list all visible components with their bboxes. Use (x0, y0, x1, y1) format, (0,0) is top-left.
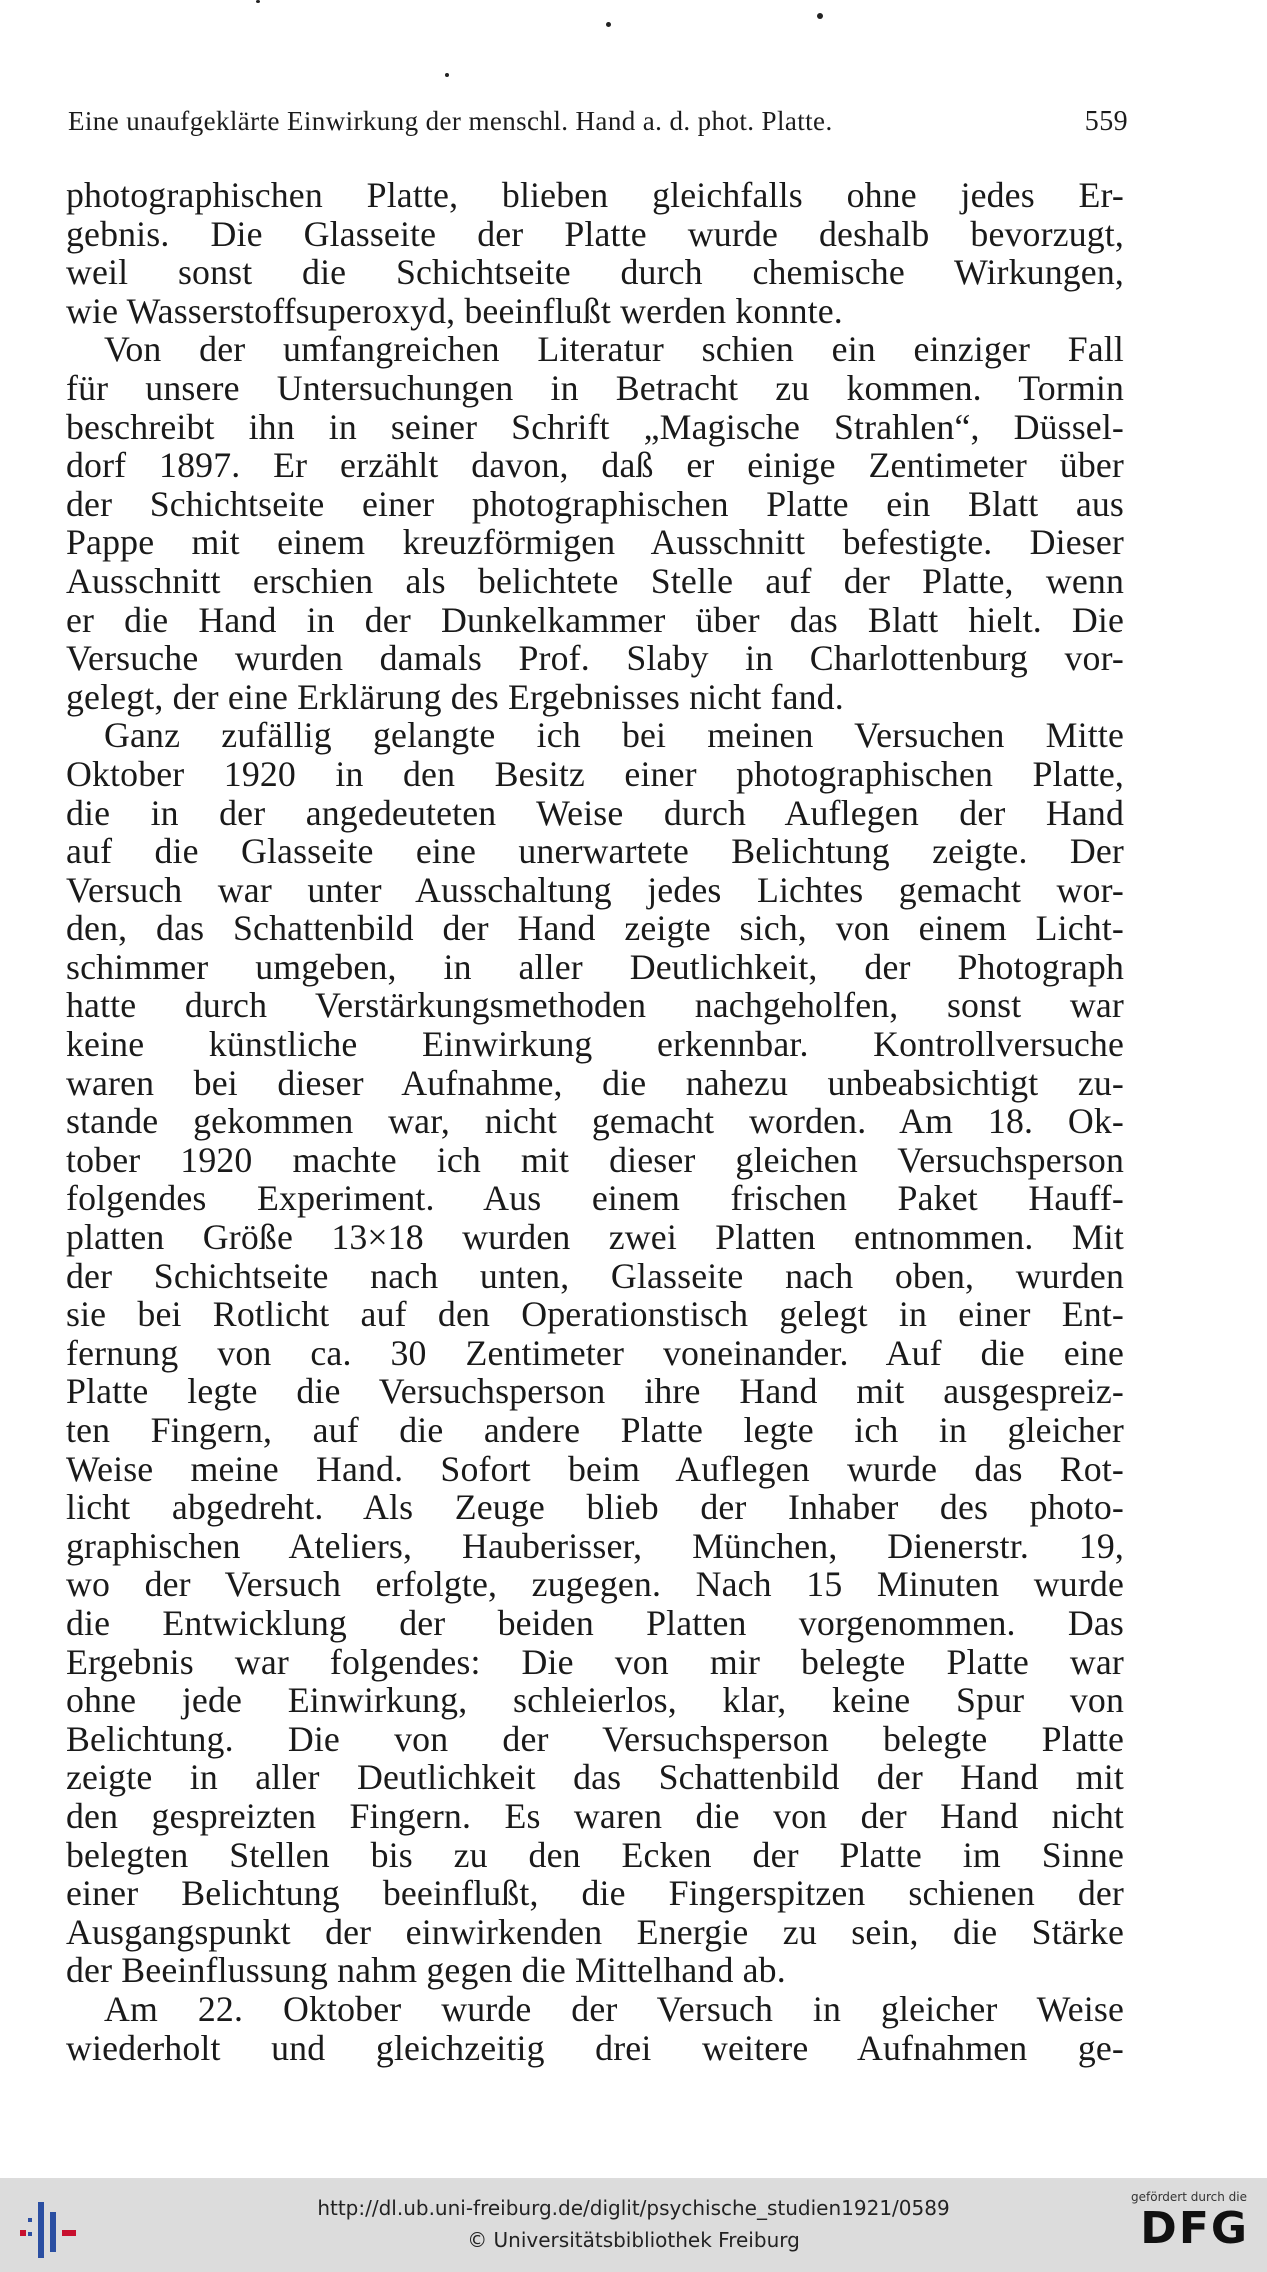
text-line: Von der umfangreichen Literatur schien ein einziger Fall (104, 329, 1124, 370)
running-head-title: Eine unaufgeklärte Einwirkung der menschl. Hand a. d. phot. Platte. (68, 106, 833, 136)
text-line: für unsere Untersuchungen in Betracht zu kommen. Tormin (66, 367, 1124, 408)
text-line: stande gekommen war, nicht gemacht worden. Am 18. Ok- (66, 1101, 1124, 1142)
footer-bar (0, 2178, 1267, 2272)
text-line: Pappe mit einem kreuzförmigen Ausschnitt befestigte. Dieser (66, 522, 1124, 563)
text-line: zeigte in aller Deutlichkeit das Schattenbild der Hand mit (66, 1757, 1124, 1798)
text-line: folgendes Experiment. Aus einem frischen Paket Hauff- (66, 1178, 1124, 1219)
text-line: Am 22. Oktober wurde der Versuch in gleicher Weise (104, 1988, 1124, 2029)
dfg-sponsor-note: gefördert durch die (1131, 2190, 1247, 2204)
text-line: Oktober 1920 in den Besitz einer photographischen Platte, (66, 753, 1124, 794)
text-line: keine künstliche Einwirkung erkennbar. Kontrollversuche (66, 1024, 1124, 1065)
copyright-notice: © Universitätsbibliothek Freiburg (467, 2228, 800, 2252)
text-line: fernung von ca. 30 Zentimeter voneinander. Auf die eine (66, 1332, 1124, 1373)
text-line: licht abgedreht. Als Zeuge blieb der Inhaber des photo- (66, 1487, 1124, 1528)
paragraph (66, 330, 1124, 716)
text-line: weil sonst die Schichtseite durch chemische Wirkungen, (66, 252, 1124, 293)
page-number: 559 (1084, 106, 1128, 137)
paragraph (66, 1990, 1124, 2067)
text-line: hatte durch Verstärkungsmethoden nachgeholfen, sonst war (66, 985, 1124, 1026)
text-line: der Beeinflussung nahm gegen die Mittelhand ab. (66, 1950, 786, 1991)
dfg-logo (1113, 2190, 1253, 2264)
body-text (66, 176, 1124, 2067)
dfg-logo-icon: DFG (1140, 2203, 1249, 2254)
text-line: Belichtung. Die von der Versuchsperson belegte Platte (66, 1718, 1124, 1759)
text-line: die Entwicklung der beiden Platten vorgenommen. Das (66, 1602, 1124, 1643)
text-line: tober 1920 machte ich mit dieser gleichen Versuchsperson (66, 1139, 1124, 1180)
text-line: sie bei Rotlicht auf den Operationstisch gelegt in einer Ent- (66, 1294, 1124, 1335)
source-url-link[interactable]: http://dl.ub.uni-freiburg.de/diglit/psychische_studien1921/0589 (317, 2196, 950, 2220)
text-line: platten Größe 13×18 wurden zwei Platten entnommen. Mit (66, 1217, 1124, 1258)
text-line: Versuche wurden damals Prof. Slaby in Charlottenburg vor- (66, 638, 1124, 679)
text-line: Weise meine Hand. Sofort beim Auflegen wurde das Rot- (66, 1448, 1124, 1489)
text-line: Ausschnitt erschien als belichtete Stelle auf der Platte, wenn (66, 560, 1124, 601)
text-line: wie Wasserstoffsuperoxyd, beeinflußt werden konnte. (66, 290, 843, 331)
running-head (68, 106, 1128, 146)
text-line: die in der angedeuteten Weise durch Auflegen der Hand (66, 792, 1124, 833)
text-line: einer Belichtung beeinflußt, die Fingerspitzen schienen der (66, 1873, 1124, 1914)
text-line: ohne jede Einwirkung, schleierlos, klar, keine Spur von (66, 1680, 1124, 1721)
text-line: Platte legte die Versuchsperson ihre Hand mit ausgespreiz- (66, 1371, 1124, 1412)
text-line: graphischen Ateliers, Hauberisser, München, Dienerstr. 19, (66, 1525, 1124, 1566)
paragraph (66, 716, 1124, 1990)
text-line: photographischen Platte, blieben gleichfalls ohne jedes Er- (66, 175, 1124, 215)
paragraph (66, 176, 1124, 330)
text-line: auf die Glasseite eine unerwartete Belichtung zeigte. Der (66, 831, 1124, 872)
text-line: beschreibt ihn in seiner Schrift „Magische Strahlen“, Düssel- (66, 406, 1124, 447)
text-line: ten Fingern, auf die andere Platte legte ich in gleicher (66, 1410, 1124, 1450)
text-line: gebnis. Die Glasseite der Platte wurde deshalb bevorzugt, (66, 213, 1124, 254)
text-line: Versuch war unter Ausschaltung jedes Lichtes gemacht wor- (66, 869, 1124, 910)
text-line: den, das Schattenbild der Hand zeigte sich, von einem Licht- (66, 908, 1124, 949)
text-line: Ganz zufällig gelangte ich bei meinen Versuchen Mitte (104, 715, 1124, 756)
text-line: wiederholt und gleichzeitig drei weitere Aufnahmen ge- (66, 2027, 1124, 2068)
text-line: Ergebnis war folgendes: Die von mir belegte Platte war (66, 1641, 1124, 1682)
text-line: gelegt, der eine Erklärung des Ergebnisses nicht fand. (66, 676, 844, 717)
text-line: den gespreizten Fingern. Es waren die von der Hand nicht (66, 1795, 1124, 1836)
text-line: der Schichtseite einer photographischen Platte ein Blatt aus (66, 483, 1124, 524)
text-line: belegten Stellen bis zu den Ecken der Platte im Sinne (66, 1834, 1124, 1875)
text-line: dorf 1897. Er erzählt davon, daß er einige Zentimeter über (66, 445, 1124, 486)
text-line: der Schichtseite nach unten, Glasseite nach oben, wurden (66, 1255, 1124, 1296)
text-line: wo der Versuch erfolgte, zugegen. Nach 15 Minuten wurde (66, 1564, 1124, 1605)
text-line: er die Hand in der Dunkelkammer über das Blatt hielt. Die (66, 599, 1124, 640)
text-line: Ausgangspunkt der einwirkenden Energie zu sein, die Stärke (66, 1911, 1124, 1952)
text-line: schimmer umgeben, in aller Deutlichkeit, der Photograph (66, 946, 1124, 987)
text-line: waren bei dieser Aufnahme, die nahezu unbeabsichtigt zu- (66, 1062, 1124, 1103)
